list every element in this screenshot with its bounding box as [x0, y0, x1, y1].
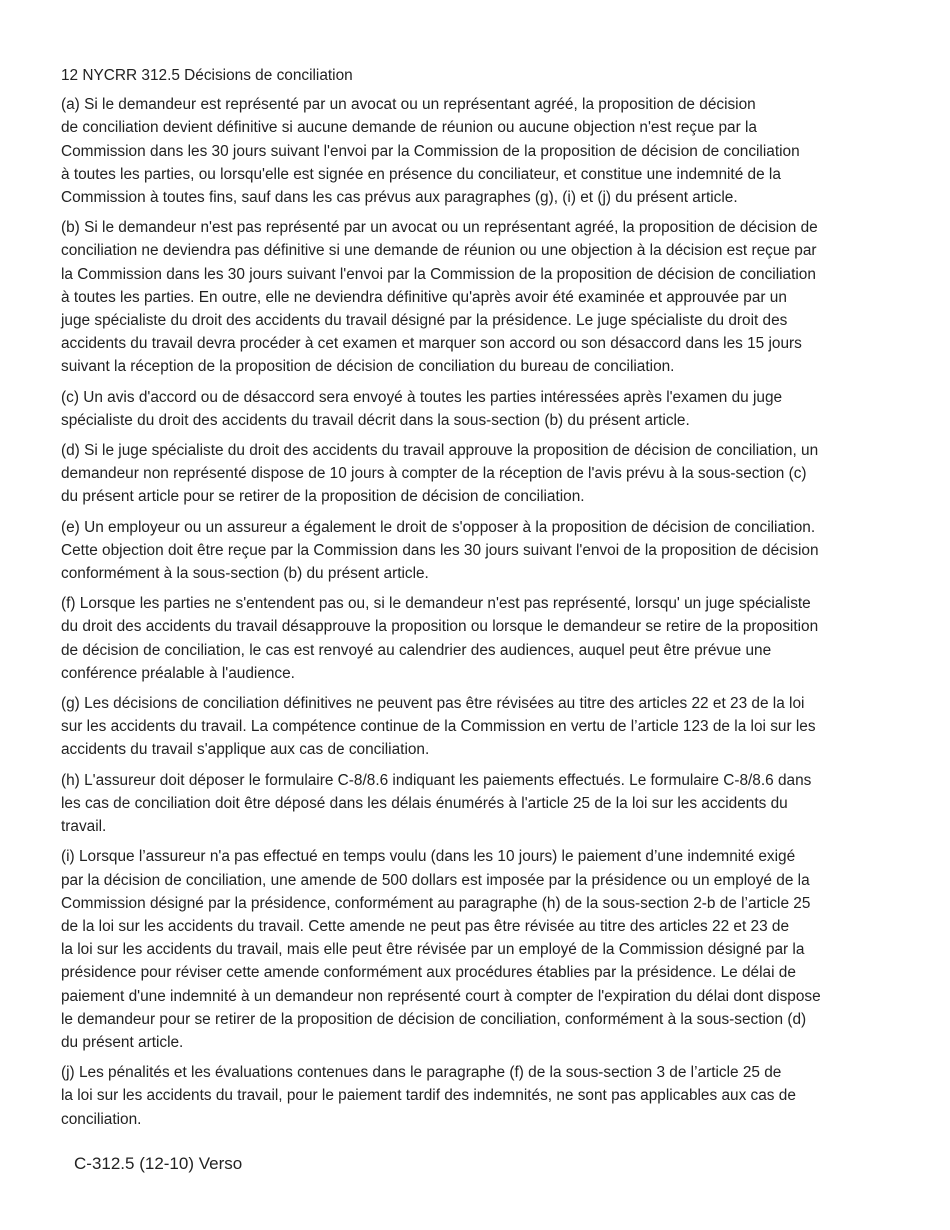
paragraph-j: (j) Les pénalités et les évaluations contenues dans le paragraphe (f) de la sous-section 3 de l’article 25 de la loi sur les accidents du travail, pour le paiement tardif des indemnités, ne sont pas applicables aux cas de conciliation. — [61, 1064, 796, 1128]
paragraph-f: (f) Lorsque les parties ne s'entendent pas ou, si le demandeur n'est pas représenté, lorsqu' un juge spécialiste du droit des accidents du travail désapprouve la proposition ou lorsque le demandeur se retire de la proposition de décision de conciliation, le cas est renvoyé au calendrier des audiences, auquel peut être prévue une conférence préalable à l'audience. — [61, 595, 819, 682]
paragraph-h: (h) L'assureur doit déposer le formulaire C-8/8.6 indiquant les paiements effectués. Le formulaire C-8/8.6 dans les cas de conciliation doit être déposé dans les délais énumérés à l'article 25 de la loi sur les accidents du travail. — [61, 771, 812, 836]
paragraph-i: (i) Lorsque l’assureur n'a pas effectué en temps voulu (dans les 10 jours) le paiement d’une indemnité exigé par la décision de conciliation, une amende de 500 dollars est imposée par la présidence ou un employé de la Commission désigné par la présidence, conformément au paragraphe (h) de la sous-section 2-b de l’article 25 de la loi sur les accidents du travail. Cette amende ne peut pas être révisée au titre des articles 22 et 23 de la loi sur les accidents du travail, mais elle peut être révisée par un employé de la Commission désigné par la présidence pour réviser cette amende conformément aux procédures établies par la présidence. Le délai de paiement d'une indemnité à un demandeur non représenté court à compter de l'expiration du délai dont dispose le demandeur pour se retirer de la proposition de décision de conciliation, conformément à la sous-section (d) du présent article. — [61, 848, 821, 1051]
form-code-footer: C-312.5 (12-10) Verso — [74, 1154, 243, 1173]
paragraph-c: (c) Un avis d'accord ou de désaccord sera envoyé à toutes les parties intéressées après l'examen du juge spécialiste du droit des accidents du travail décrit dans la sous-section (b) du présent article. — [61, 388, 783, 429]
document-title: 12 NYCRR 312.5 Décisions de conciliation — [61, 67, 353, 84]
paragraph-e: (e) Un employeur ou un assureur a également le droit de s'opposer à la proposition de décision de conciliation. Cette objection doit être reçue par la Commission dans les 30 jours suivant l'envoi de la proposition de décision conformément à la sous-section (b) du présent article. — [61, 518, 819, 583]
paragraph-d: (d) Si le juge spécialiste du droit des accidents du travail approuve la proposition de décision de conciliation, un demandeur non représenté dispose de 10 jours à compter de la réception de l'avis prévu à la sous-section (c) du présent article pour se retirer de la proposition de décision de conciliation. — [61, 442, 819, 506]
document-body — [61, 64, 905, 1138]
paragraph-a: (a) Si le demandeur est représenté par un avocat ou un représentant agréé, la proposition de décision de conciliation devient définitive si aucune demande de réunion ou aucune objection n'est reçue par la Commission dans les 30 jours suivant l'envoi par la Commission de la proposition de décision de conciliation à toutes les parties, ou lorsqu'elle est signée en présence du conciliateur, et constitue une indemnité de la Commission à toutes fins, sauf dans les cas prévus aux paragraphes (g), (i) et (j) du présent article. — [61, 96, 800, 207]
paragraph-b: (b) Si le demandeur n'est pas représenté par un avocat ou un représentant agréé, la proposition de décision de conciliation ne deviendra pas définitive si une demande de réunion ou une objection à la décision est reçue par la Commission dans les 30 jours suivant l'envoi par la Commission de la proposition de décision de conciliation à toutes les parties. En outre, elle ne deviendra définitive qu'après avoir été examinée et approuvée par un juge spécialiste du droit des accidents du travail désigné par la présidence. Le juge spécialiste du droit des accidents du travail devra procéder à cet examen et marquer son accord ou son désaccord dans les 15 jours suivant la réception de la proposition de décision de conciliation du bureau de conciliation. — [61, 219, 818, 376]
paragraph-g: (g) Les décisions de conciliation définitives ne peuvent pas être révisées au titre des articles 22 et 23 de la loi sur les accidents du travail. La compétence continue de la Commission en vertu de l’article 123 de la loi sur les accidents du travail s'applique aux cas de conciliation. — [61, 695, 816, 759]
